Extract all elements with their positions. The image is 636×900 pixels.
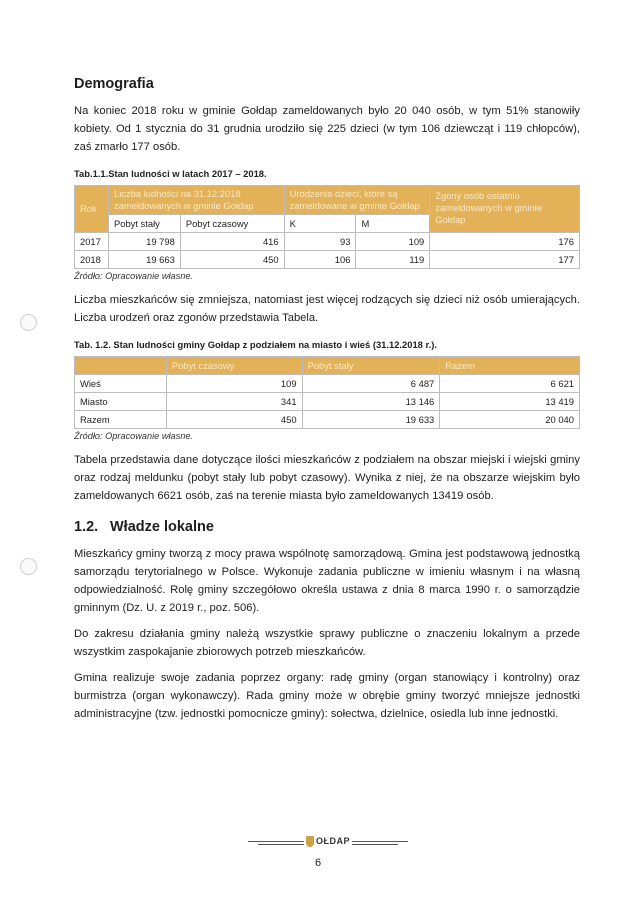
cell-label: Wieś <box>75 375 167 393</box>
cell-staly: 6 487 <box>302 375 440 393</box>
table-row <box>75 393 580 411</box>
table1-source: Źródło: Opracowanie własne. <box>74 271 193 281</box>
cell-czasowy: 450 <box>180 251 284 269</box>
subheader-m: M <box>356 215 430 233</box>
table-row <box>75 233 580 251</box>
cell-m: 119 <box>356 251 430 269</box>
table-row <box>75 251 580 269</box>
footer-line <box>352 841 408 842</box>
paragraph-tabela-opis: Tabela przedstawia dane dotyczące ilości mieszkańców z podziałem na obszar miejski i wiejski gminy oraz rodzaj meldunku (pobyt stały lub pobyt czasowy). Wynika z niej, że na obszarze wiejskim było zameldowanych 6621 osób, zaś na terenie miasta było zameldowanych 13419 osób. <box>74 454 580 502</box>
logo-text: OŁDAP <box>316 836 350 846</box>
footer-line <box>258 844 304 845</box>
cell-staly: 13 146 <box>302 393 440 411</box>
cell-zgony: 177 <box>430 251 580 269</box>
subheader-pobyt-staly: Pobyt stały <box>108 215 180 233</box>
cell-razem: 6 621 <box>440 375 580 393</box>
cell-staly: 19 798 <box>108 233 180 251</box>
crest-icon <box>306 836 314 847</box>
population-city-village-table <box>74 356 580 429</box>
cell-czasowy: 450 <box>166 411 302 429</box>
paragraph-liczba-mieszkancow: Liczba mieszkańców się zmniejsza, natomiast jest więcej rodzących się dzieci niż osób umierających. Liczba urodzeń oraz zgonów przedstawia Tabela. <box>74 294 580 324</box>
cell-zgony: 176 <box>430 233 580 251</box>
header-zgony: Zgony osób ostatnio zameldowanych w gminie Gołdap <box>430 186 580 233</box>
cell-k: 93 <box>284 233 356 251</box>
cell-k: 106 <box>284 251 356 269</box>
section-title-text: Władze lokalne <box>110 519 214 535</box>
table2-source: Źródło: Opracowanie własne. <box>74 431 193 441</box>
section-number: 1.2. <box>74 519 99 535</box>
header-empty <box>75 357 167 375</box>
population-table-2017-2018 <box>74 185 580 269</box>
paragraph-wspolnota: Mieszkańcy gminy tworzą z mocy prawa wspólnotę samorządową. Gmina jest podstawową jednostką samorządu terytorialnego w Polsce. Wykonuje zadania publiczne w imieniu własnym i na własną odpowiedzialność. Rolę gminy szczegółowo określa ustawa z dnia 8 marca 1990 r. o samorządzie gminnym (Dz. U. z 2019 r., poz. 506). <box>74 548 580 614</box>
table1-caption: Tab.1.1.Stan ludności w latach 2017 – 2018. <box>74 168 267 179</box>
subheader-k: K <box>284 215 356 233</box>
table-row <box>75 375 580 393</box>
header-razem: Razem <box>440 357 580 375</box>
footer-line <box>248 841 304 842</box>
page-number: 6 <box>314 857 322 869</box>
paragraph-zakres: Do zakresu działania gminy należą wszystkie sprawy publiczne o znaczeniu lokalnym a przede wszystkim zaspokajanie zbiorowych potrzeb mieszkańców. <box>74 628 580 658</box>
cell-razem: 13 419 <box>440 393 580 411</box>
footer-line <box>352 844 398 845</box>
table2-caption: Tab. 1.2. Stan ludności gminy Gołdap z podziałem na miasto i wieś (31.12.2018 r.). <box>74 339 437 350</box>
table-row <box>75 411 580 429</box>
paragraph-organy: Gmina realizuje swoje zadania poprzez organy: radę gminy (organ stanowiący i kontrolny) oraz burmistrza (organ wykonawczy). Rada gminy może w obrębie gminy tworzyć mniejsze jednostki administracyjne (tzw. jednostki pomocnicze gminy): sołectwa, dzielnice, osiedla lub inne jednostki. <box>74 672 580 720</box>
section-title-wladze-lokalne <box>74 519 580 535</box>
header-pobyt-czasowy: Pobyt czasowy <box>166 357 302 375</box>
section-title-demografia: Demografia <box>74 76 154 92</box>
punch-hole-bottom <box>20 558 37 575</box>
cell-staly: 19 633 <box>302 411 440 429</box>
cell-czasowy: 341 <box>166 393 302 411</box>
header-urodzenia: Urodzenia dzieci, które są zameldowane w gminie Gołdap <box>284 186 430 215</box>
header-rok: Rok <box>75 186 109 233</box>
cell-label: Razem <box>75 411 167 429</box>
header-pobyt-staly: Pobyt stały <box>302 357 440 375</box>
cell-czasowy: 416 <box>180 233 284 251</box>
page-footer <box>0 832 636 852</box>
cell-rok: 2017 <box>75 233 109 251</box>
goldap-logo <box>306 833 352 849</box>
cell-razem: 20 040 <box>440 411 580 429</box>
page-content <box>74 76 580 731</box>
cell-label: Miasto <box>75 393 167 411</box>
cell-czasowy: 109 <box>166 375 302 393</box>
subheader-pobyt-czasowy: Pobyt czasowy <box>180 215 284 233</box>
punch-hole-top <box>20 314 37 331</box>
cell-staly: 19 663 <box>108 251 180 269</box>
paragraph-demografia: Na koniec 2018 roku w gminie Gołdap zameldowanych było 20 040 osób, w tym 51% stanowiły kobiety. Od 1 stycznia do 31 grudnia urodziło się 225 dzieci (w tym 106 dziewcząt i 119 chłopców), zaś zmarło 177 osób. <box>74 105 580 153</box>
cell-rok: 2018 <box>75 251 109 269</box>
header-liczba-ludnosci: Liczba ludności na 31.12.2018 zameldowanych w gminie Gołdap <box>108 186 284 215</box>
cell-m: 109 <box>356 233 430 251</box>
